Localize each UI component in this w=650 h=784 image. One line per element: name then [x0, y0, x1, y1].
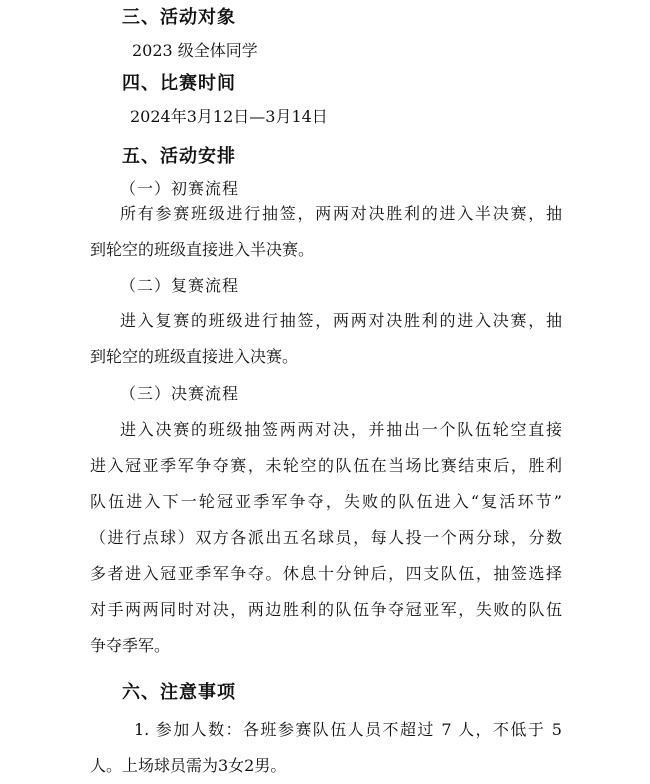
subheading-second: （二）复赛流程: [120, 276, 240, 295]
paragraph-final: [90, 412, 562, 664]
subheading-preliminary: （一）初赛流程: [120, 179, 240, 198]
paragraph-line: 对手两两同时对决，两边胜利的队伍争夺冠亚军，失败的队伍: [90, 600, 562, 619]
paragraph-line: 到轮空的班级直接进入半决赛。: [90, 240, 315, 259]
paragraph-line: 队伍进入下一轮冠亚季军争夺，失败的队伍进入“复活环节”: [90, 492, 562, 511]
paragraph-line: 进入决赛的班级抽签两两对决，并抽出一个队伍轮空直接: [120, 420, 562, 439]
paragraph-line: （进行点球）双方各派出五名球员，每人投一个两分球，分数: [90, 528, 562, 547]
paragraph-notes: [90, 712, 562, 784]
paragraph-line: 人。上场球员需为3女2男。: [90, 756, 287, 775]
paragraph-preliminary: [90, 196, 562, 268]
paragraph-line: 争夺季军。: [90, 636, 171, 655]
heading-target: 三、活动对象: [122, 7, 236, 28]
paragraph-line: 进入复赛的班级进行抽签，两两对决胜利的进入决赛，抽: [120, 311, 562, 330]
time-text: 2024年3月12日—3月14日: [130, 107, 328, 126]
target-text: 2023 级全体同学: [132, 41, 258, 60]
paragraph-line: 到轮空的班级直接进入决赛。: [90, 347, 299, 366]
subheading-final: （三）决赛流程: [120, 384, 240, 403]
heading-schedule: 五、活动安排: [122, 146, 236, 167]
heading-time: 四、比赛时间: [122, 73, 236, 94]
paragraph-line: 进入冠亚季军争夺赛，未轮空的队伍在当场比赛结束后，胜利: [90, 456, 562, 475]
heading-notes: 六、注意事项: [122, 682, 236, 703]
paragraph-line: 1. 参加人数：各班参赛队伍人员不超过 7 人，不低于 5: [134, 720, 562, 739]
paragraph-line: 多者进入冠亚季军争夺。休息十分钟后，四支队伍，抽签选择: [90, 564, 562, 583]
paragraph-second: [90, 303, 562, 375]
paragraph-line: 所有参赛班级进行抽签，两两对决胜利的进入半决赛，抽: [120, 204, 562, 223]
